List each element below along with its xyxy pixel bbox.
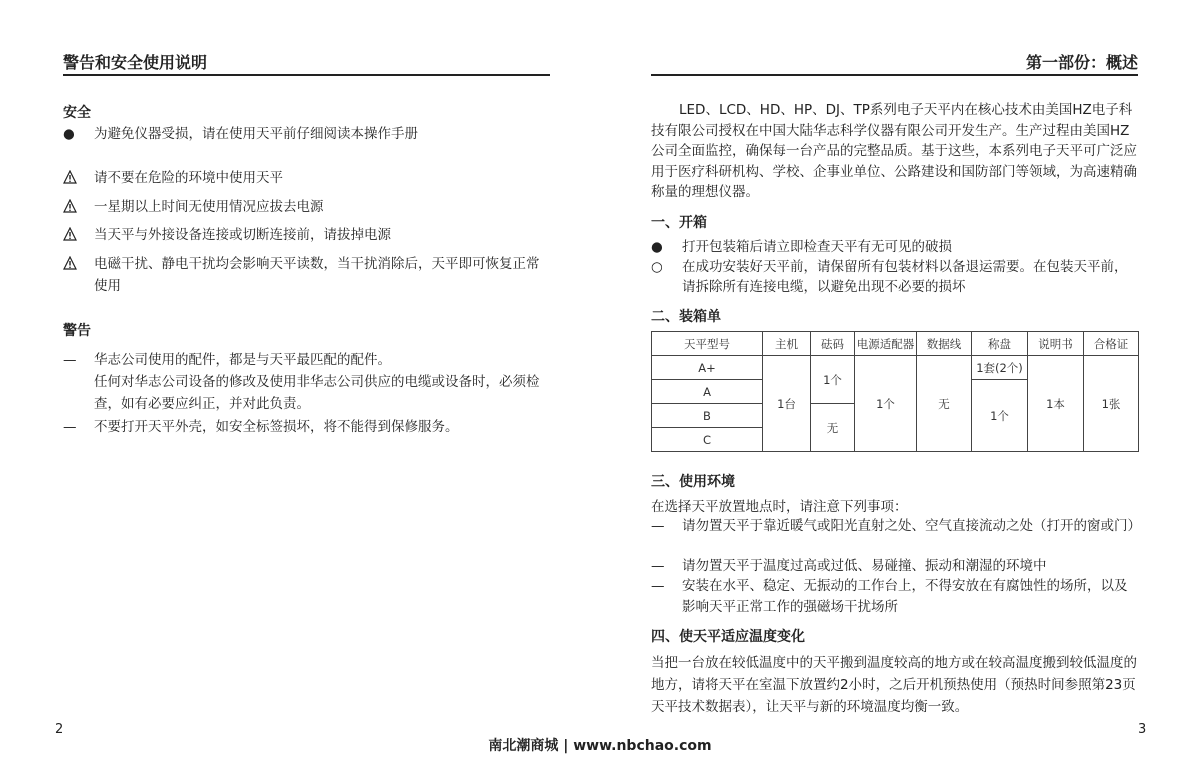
circle-icon: ○ <box>651 259 663 275</box>
section3-intro: 在选择天平放置地点时，请注意下列事项： <box>651 499 908 515</box>
dash-marker: — <box>651 578 665 594</box>
warning-item: — 不要打开天平外壳，如安全标签损坏，将不能得到保修服务。 <box>63 416 550 438</box>
bullet-icon: ● <box>651 239 663 255</box>
warning-triangle-icon <box>63 225 83 245</box>
safety-title: 安全 <box>63 105 91 121</box>
table-header-cell: 天平型号 <box>652 332 763 356</box>
model-cell: B <box>652 404 763 428</box>
safety-item: 一星期以上时间无使用情况应拔去电源 <box>63 197 550 217</box>
weights-cell: 无 <box>811 404 855 452</box>
dash-marker: — <box>63 419 77 435</box>
environment-item: — 请勿置天平于靠近暖气或阳光直射之处、空气直接流动之处（打开的窗或门） <box>651 516 1138 537</box>
dash-marker: — <box>651 558 665 574</box>
section1-title: 一、开箱 <box>651 215 707 231</box>
right-page-header: 第一部份：概述 <box>651 50 1138 76</box>
warning-item: — 华志公司使用的配件，都是与天平最匹配的配件。 <box>63 349 550 371</box>
table-row <box>652 356 1139 380</box>
weights-cell: 1个 <box>811 356 855 404</box>
certificate-cell: 1张 <box>1084 356 1139 452</box>
dash-marker: — <box>63 352 77 368</box>
environment-item: — 安装在水平、稳定、无振动的工作台上，不得安放在有腐蚀性的场所，以及影响天平正常工作的强磁场干扰场所 <box>651 578 1128 615</box>
safety-item: 当天平与外接设备连接或切断连接前，请拔掉电源 <box>63 225 550 245</box>
left-page-header: 警告和安全使用说明 <box>63 50 550 76</box>
table-header-cell: 砝码 <box>811 332 855 356</box>
host-cell: 1台 <box>763 356 811 452</box>
table-header-cell: 数据线 <box>917 332 972 356</box>
warning-triangle-icon <box>63 168 83 188</box>
pan-cell: 1个 <box>972 380 1028 452</box>
left-page-number: 2 <box>55 722 64 737</box>
table-header-row <box>652 332 1139 356</box>
safety-item: 请不要在危险的环境中使用天平 <box>63 168 550 188</box>
model-cell: C <box>652 428 763 452</box>
dash-marker: — <box>651 518 665 534</box>
section3-title: 三、使用环境 <box>651 474 735 490</box>
unpack-item: ○ 在成功安装好天平前，请保留所有包装材料以备退运需要。在包装天平前，请拆除所有连接电缆，以避免出现不必要的损坏 <box>651 259 1128 295</box>
table-header-cell: 电源适配器 <box>855 332 917 356</box>
adapter-cell: 1个 <box>855 356 917 452</box>
table-header-cell: 合格证 <box>1084 332 1139 356</box>
safety-item: 电磁干扰、静电干扰均会影响天平读数，当干扰消除后，天平即可恢复正常使用 <box>63 253 550 297</box>
cable-cell: 无 <box>917 356 972 452</box>
warning-triangle-icon <box>63 253 83 275</box>
unpack-item: ● 打开包装箱后请立即检查天平有无可见的破损 <box>651 239 952 255</box>
manual-cell: 1本 <box>1028 356 1084 452</box>
environment-item: — 请勿置天平于温度过高或过低、易碰撞、振动和潮湿的环境中 <box>651 556 1138 577</box>
pan-cell: 1套(2个) <box>972 356 1028 380</box>
section4-paragraph: 当把一台放在较低温度中的天平搬到温度较高的地方或在较高温度搬到较低温度的地方，请将天平在室温下放置约2小时，之后开机预热使用（预热时间参照第23页天平技术数据表），让天平与新的环境温度均衡一致。 <box>651 655 1137 715</box>
table-header-cell: 主机 <box>763 332 811 356</box>
footer-watermark: 南北潮商城 | www.nbchao.com <box>488 738 712 754</box>
safety-item: ● 为避免仪器受损，请在使用天平前仔细阅读本操作手册 <box>63 126 418 142</box>
warning-item: 任何对华志公司设备的修改及使用非华志公司供应的电缆或设备时，必须检查，如有必要应纠正，并对此负责。 <box>94 374 540 412</box>
model-cell: A+ <box>652 356 763 380</box>
packing-table <box>651 331 1139 452</box>
section2-title: 二、装箱单 <box>651 309 721 325</box>
table-header-cell: 说明书 <box>1028 332 1084 356</box>
right-page-number: 3 <box>1138 722 1147 737</box>
intro-paragraph: LED、LCD、HD、HP、DJ、TP系列电子天平内在核心技术由美国HZ电子科技有限公司授权在中国大陆华志科学仪器有限公司开发生产。生产过程由美国HZ公司全面监控，确保每一台产品的完整品质。基于这些，本系列电子天平可广泛应用于医疗科研机构、学校、企事业单位、公路建设和国防部门等领域，为高速精确称量的理想仪器。 <box>651 102 1137 200</box>
section4-title: 四、使天平适应温度变化 <box>651 629 805 645</box>
model-cell: A <box>652 380 763 404</box>
warning-title: 警告 <box>63 323 91 339</box>
warning-triangle-icon <box>63 197 83 217</box>
table-header-cell: 称盘 <box>972 332 1028 356</box>
bullet-icon: ● <box>63 126 75 142</box>
